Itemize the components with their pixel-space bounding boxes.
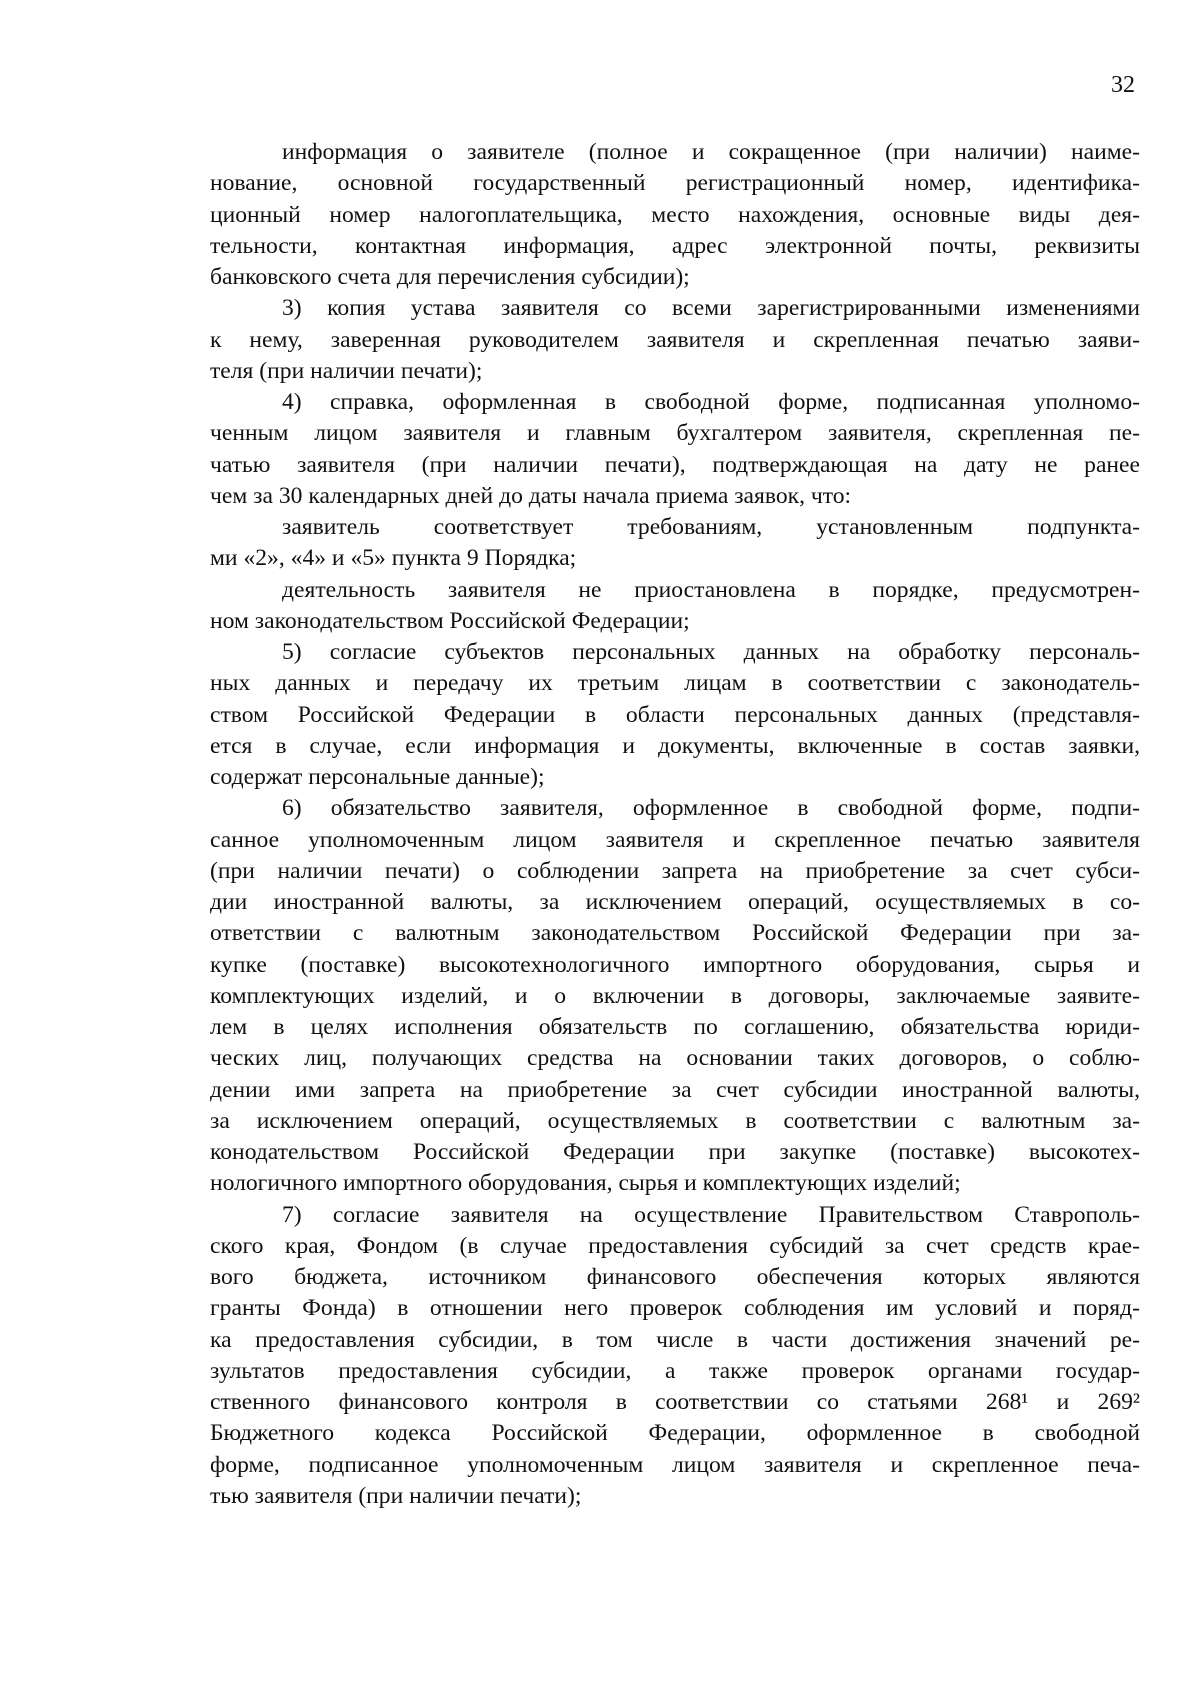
text-line: тельности, контактная информация, адрес электронной почты, реквизиты xyxy=(210,232,1140,259)
text-line: гранты Фонда) в отношении него проверок соблюдения им условий и поряд- xyxy=(210,1295,1140,1322)
text-line: 6) обязательство заявителя, оформленное в свободной форме, подпи- xyxy=(282,795,1140,822)
paragraph xyxy=(210,637,1140,793)
document-body xyxy=(210,137,1140,1512)
text-line: содержат персональные данные); xyxy=(210,764,545,790)
text-line: ченным лицом заявителя и главным бухгалтером заявителя, скрепленная пе- xyxy=(210,420,1140,447)
text-line: (при наличии печати) о соблюдении запрета на приобретение за счет субси- xyxy=(210,857,1140,884)
paragraph xyxy=(210,793,1140,1199)
text-line: форме, подписанное уполномоченным лицом заявителя и скрепленное печа- xyxy=(210,1451,1140,1478)
text-line: ном законодательством Российской Федерации; xyxy=(210,607,690,634)
page-number: 32 xyxy=(1111,72,1135,98)
text-line: санное уполномоченным лицом заявителя и скрепленное печатью заявителя xyxy=(210,826,1140,853)
text-line: вого бюджета, источником финансового обеспечения которых являются xyxy=(210,1264,1140,1290)
text-line: конодательством Российской Федерации при закупке (поставке) высокотех- xyxy=(210,1139,1140,1165)
text-line: дии иностранной валюты, за исключением операций, осуществляемых в со- xyxy=(210,889,1140,915)
text-line: ми «2», «4» и «5» пункта 9 Порядка; xyxy=(210,545,577,572)
text-line: ческих лиц, получающих средства на основании таких договоров, о соблю- xyxy=(210,1045,1140,1072)
text-line: комплектующих изделий, и о включении в договоры, заключаемые заявите- xyxy=(210,982,1140,1009)
text-line: дении ими запрета на приобретение за счет субсидии иностранной валюты, xyxy=(210,1076,1140,1103)
text-line: деятельность заявителя не приостановлена в порядке, предусмотрен- xyxy=(282,576,1140,603)
text-line: 5) согласие субъектов персональных данных на обработку персональ- xyxy=(282,639,1140,665)
text-line: чем за 30 календарных дней до даты начала приема заявок, что: xyxy=(210,482,852,509)
text-line: 4) справка, оформленная в свободной форме, подписанная уполномо- xyxy=(282,389,1140,415)
text-line: ственного финансового контроля в соответствии со статьями 268¹ и 269² xyxy=(210,1389,1140,1415)
text-line: ответствии с валютным законодательством Российской Федерации при за- xyxy=(210,920,1140,947)
text-line: чатью заявителя (при наличии печати), подтверждающая на дату не ранее xyxy=(210,451,1140,478)
text-line: к нему, заверенная руководителем заявителя и скрепленная печатью заяви- xyxy=(210,326,1140,353)
paragraph xyxy=(210,512,1140,575)
paragraph xyxy=(210,137,1140,293)
text-line: ского края, Фондом (в случае предоставления субсидий за счет средств крае- xyxy=(210,1232,1140,1259)
text-line: ка предоставления субсидии, в том числе в части достижения значений ре- xyxy=(210,1326,1140,1353)
paragraph xyxy=(210,575,1140,638)
paragraph xyxy=(210,293,1140,387)
text-line: теля (при наличии печати); xyxy=(210,357,483,384)
text-line: нование, основной государственный регистрационный номер, идентифика- xyxy=(210,170,1140,197)
text-line: заявитель соответствует требованиям, установленным подпункта- xyxy=(282,514,1140,540)
paragraph xyxy=(210,387,1140,512)
paragraph xyxy=(210,1200,1140,1513)
text-line: информация о заявителе (полное и сокращенное (при наличии) наиме- xyxy=(282,139,1140,165)
text-line: ется в случае, если информация и документы, включенные в состав заявки, xyxy=(210,732,1140,759)
text-line: ционный номер налогоплательщика, место нахождения, основные виды дея- xyxy=(210,201,1140,228)
text-line: 3) копия устава заявителя со всеми зарегистрированными изменениями xyxy=(282,295,1140,322)
text-line: ством Российской Федерации в области персональных данных (представля- xyxy=(210,701,1140,728)
text-line: 7) согласие заявителя на осуществление Правительством Ставрополь- xyxy=(282,1201,1140,1228)
text-line: Бюджетного кодекса Российской Федерации, оформленное в свободной xyxy=(210,1420,1140,1447)
text-line: банковского счета для перечисления субсидии); xyxy=(210,264,690,290)
text-line: лем в целях исполнения обязательств по соглашению, обязательства юриди- xyxy=(210,1014,1140,1040)
text-line: купке (поставке) высокотехнологичного импортного оборудования, сырья и xyxy=(210,951,1140,978)
text-line: за исключением операций, осуществляемых в соответствии с валютным за- xyxy=(210,1107,1140,1134)
text-line: зультатов предоставления субсидии, а также проверок органами государ- xyxy=(210,1357,1140,1384)
text-line: ных данных и передачу их третьим лицам в соответствии с законодатель- xyxy=(210,670,1140,697)
text-line: тью заявителя (при наличии печати); xyxy=(210,1482,582,1509)
text-line: нологичного импортного оборудования, сырья и комплектующих изделий; xyxy=(210,1170,961,1197)
